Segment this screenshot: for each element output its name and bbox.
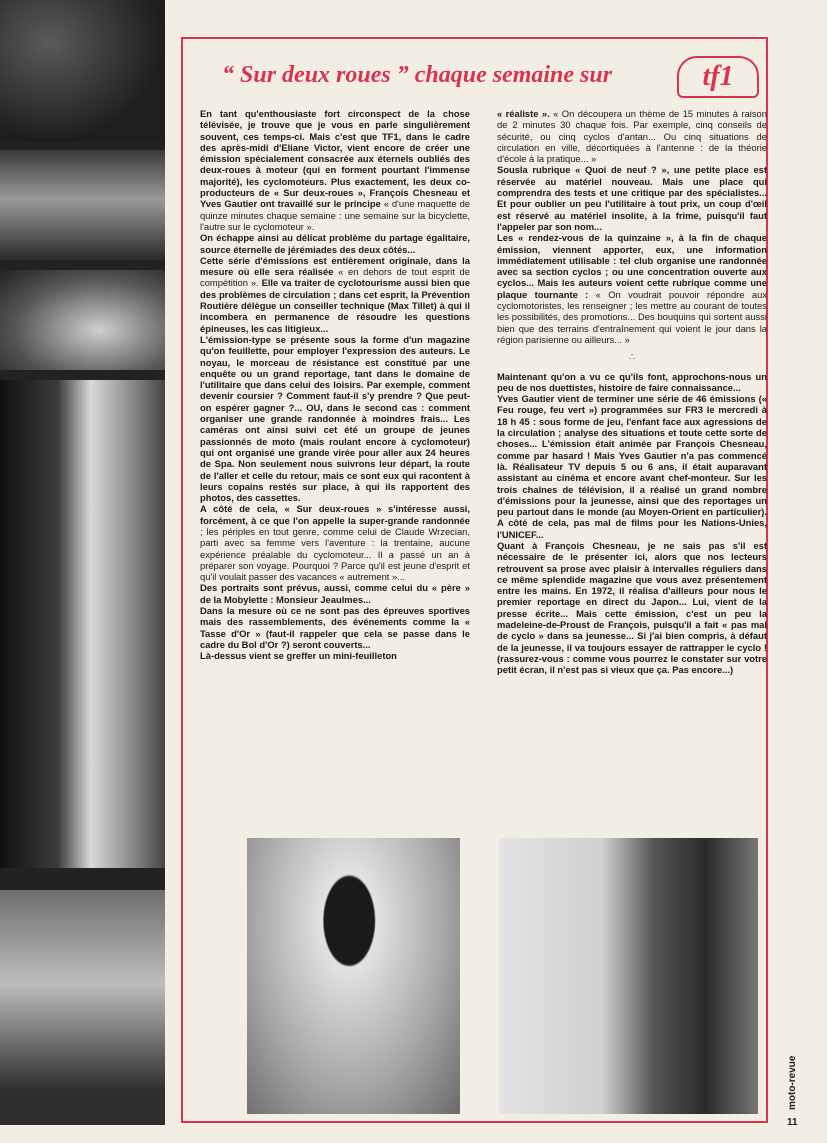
bold-text: Yves Gautier vient de terminer une série de 46 émissions (« Feu rouge, feu vert ») programmées sur FR3 le mercredi à 18 h 45 : sous forme de jeu, l'enfant face aux agressions de la circulation ; analyse des situations et toute cette sorte de choses... L'émission était animée par François Chesneau, comme par hasard ! Mais Yves Gautier n'a pas commencé là. Réalisateur TV depuis 5 ou 6 ans, il était auparavant assistant au cinéma et encore avant chef-monteur. Sur les trois chaînes de télévision, il a réalisé un grand nombre d'émissions pour la jeunesse, ainsi que des reportages un peu partout dans le monde (au Moyen-Orient en particulier). A côté de cela, pas mal de films pour les Nations-Unies, l'UNICEF...	[497, 393, 767, 540]
left-column	[200, 108, 470, 662]
photo-crowd	[0, 150, 165, 260]
bold-text: L'émission-type se présente sous la forme d'un magazine qu'on feuillette, pour employer l'expression des auteurs. Le noyau, le morceau de résistance est constitué par une enquête ou un grand reportage, tant dans le domaine de l'utilitaire que dans celui des loisirs. Par exemple, comment devenir coursier ? Comment faut-il s'y prendre ? Que peut-on espérer gagner ?... OU, dans le second cas : comment organiser une grande randonnée à moindres frais... Les caméras ont ainsi suivi cet été un groupe de jeunes passionnés de moto (mais roulant encore à cyclomoteur) qui ont organisé une grande virée pour aller aux 24 heures de Spa. Non seulement nous suivrons leur départ, la route de l'aller et celle du retour, mais ce sont eux qui racontent à leurs copains restés sur place, à qui ils rapportent des photos, des cassettes.	[200, 333, 470, 504]
paragraph	[200, 650, 470, 661]
paragraph	[497, 393, 767, 540]
paragraph	[200, 582, 470, 605]
bold-text: Elle va traiter de cyclotourisme aussi bien que des problèmes de circulation ; dans cet esprit, la Prévention Routière délègue un conseiller technique (Max Tillet) à qui il incombera en permanence de résoudre les questions épineuses, les cas litigieux...	[200, 277, 470, 334]
bold-text: A côté de cela, « Sur deux-roues » s'intéresse aussi, forcément, à ce que l'on appelle la super-grande randonnée	[200, 503, 470, 526]
photo-motorcycle	[0, 270, 165, 370]
tf1-logo: tf1	[677, 56, 759, 98]
bold-text: On échappe ainsi au délicat problème du partage égalitaire, source éternelle de jérémiades des deux côtés...	[200, 232, 470, 255]
paragraph	[200, 334, 470, 503]
bold-text: Quant à François Chesneau, je ne sais pas s'il est nécessaire de le présenter ici, alors que nos lecteurs retrouvent sa prose avec plaisir à intervalles réguliers dans ce même splendide magazine que vous avez présentement entre les mains. En 1972, il réalisa d'ailleurs pour nous le premier reportage en direct du Japon... Lui, vient de la presse écrite... Mais cette émission, c'est un peu la madeleine-de-Proust de François, puisqu'il a fait « pas mal de cyclo » dans sa jeunesse... Si j'ai bien compris, à défaut de la jeunesse, il va toujours essayer de rattrapper le cyclo ! (rassurez-vous : comme vous pourrez le constater sur votre petit écran, il n'est pas si vieux que ça. Pas encore...)	[497, 539, 767, 676]
bold-text: Dans la mesure où ce ne sont pas des épreuves sportives mais des rassemblements, des événements comme la « Tasse d'Or » (faut-il rappeler que cela se passe dans le cadre du Bol d'Or ?) seront couverts...	[200, 605, 470, 650]
photo-bearded-man	[247, 838, 460, 1114]
bold-text: Les « rendez-vous de la quinzaine », à la fin de chaque émission, viennent apporter, eux, une information immédiatement utilisable : tel club organise une randonnée avec sa section cyclos ; ou une concentration ouverte aux cyclos... Mais les auteurs voient cette rubrique comme une plaque tournante :	[497, 232, 767, 300]
photo-motorcycle-race	[0, 0, 165, 142]
paragraph	[200, 255, 470, 334]
page-number: 11	[787, 1117, 798, 1128]
paragraph	[497, 371, 767, 394]
regular-text: « On voudrait pouvoir répondre aux cyclomotoristes, les renseigner ; les mettre au courant de toutes les possibilités, des promotions... Des bouquins qui sortent aussi bien que des terrains d'entraînement qui voient le jour dans la région parisienne ou ailleurs... »	[497, 288, 767, 345]
bold-text: « réaliste ».	[497, 108, 550, 119]
bold-text: Des portraits sont prévus, aussi, comme celui du « père » de la Mobylette : Monsieur Jeaulmes...	[200, 582, 470, 605]
bold-text: Maintenant qu'on a vu ce qu'ils font, approchons-nous un peu de nos duettistes, histoire de faire connaissance...	[497, 370, 767, 393]
photo-man-with-pipe	[499, 838, 758, 1114]
paragraph	[200, 108, 470, 232]
bold-text: Là-dessus vient se greffer un mini-feuilleton	[200, 650, 397, 662]
paragraph	[200, 232, 470, 255]
photo-portrait	[0, 380, 165, 868]
bold-text: En tant qu'enthousiaste fort circonspect de la chose télévisée, je trouve que je vous en parle singulièrement souvent, ces temps-ci. Mais c'est que TF1, dans le cadre des après-midi d'Eliane Victor, vient encore de créer une émission spécialement consacrée aux éternels oubliés des deux-roues à moteur (qui en forment pourtant l'immense majorité), les cyclomoteurs. Plus exactement, les deux co-producteurs de « Sur deux-roues », François Chesneau et Yves Gautier ont travaillé sur le principe	[200, 108, 470, 210]
left-photo-strip	[0, 0, 165, 1125]
paragraph	[497, 108, 767, 164]
paragraph	[497, 164, 767, 232]
bold-text: Sousla rubrique « Quoi de neuf ? », une petite place est réservée au matériel nouveau. Mais une place qui comprendra des tests et une critique par des spécialistes... Et pour oublier un peu l'utilitaire à tout prix, un coup d'œil est réservé au matériel insolite, à la frime, puisqu'il faut l'appeler par son nom...	[497, 164, 767, 232]
paragraph	[497, 232, 767, 345]
photo-room	[0, 890, 165, 1125]
paragraph	[200, 503, 470, 582]
regular-text: « en dehors de tout esprit de compétition ».	[200, 266, 470, 289]
bold-text: Cette série d'émissions est entièrement originale, dans la mesure où elle sera réalisée	[200, 254, 470, 278]
regular-text: ; les périples en tout genre, comme celui de Claude Wrzecian, parti avec sa femme vers l'aventure : la trentaine, aucune expérience préalable du cyclomoteur... Il a passé un an à préparer son voyage. Pourquoi ? Parce qu'il est jeune d'esprit et qu'il voulait passer des vacances « autrement »...	[200, 525, 470, 583]
paragraph	[497, 540, 767, 676]
regular-text: « d'une maquette de quinze minutes chaque semaine : une semaine sur la bicyclette, l'autre sur le cyclomoteur ».	[200, 198, 471, 232]
paragraph	[200, 605, 470, 650]
right-column	[497, 108, 767, 676]
article-title: “ Sur deux roues ” chaque semaine sur	[222, 62, 613, 88]
magazine-name: moto-revue	[787, 1055, 798, 1110]
regular-text: « On découpera un thème de 15 minutes à raison de 2 minutes 30 chaque fois. Par exemple, cinq conseils de sécurité, ou cinq cyclos d'antan... Ou cinq situations de circulation en ville, décortiquées à l'antenne : de la théorie d'école à la pratique... »	[497, 108, 767, 165]
section-separator: ∴	[629, 351, 635, 363]
